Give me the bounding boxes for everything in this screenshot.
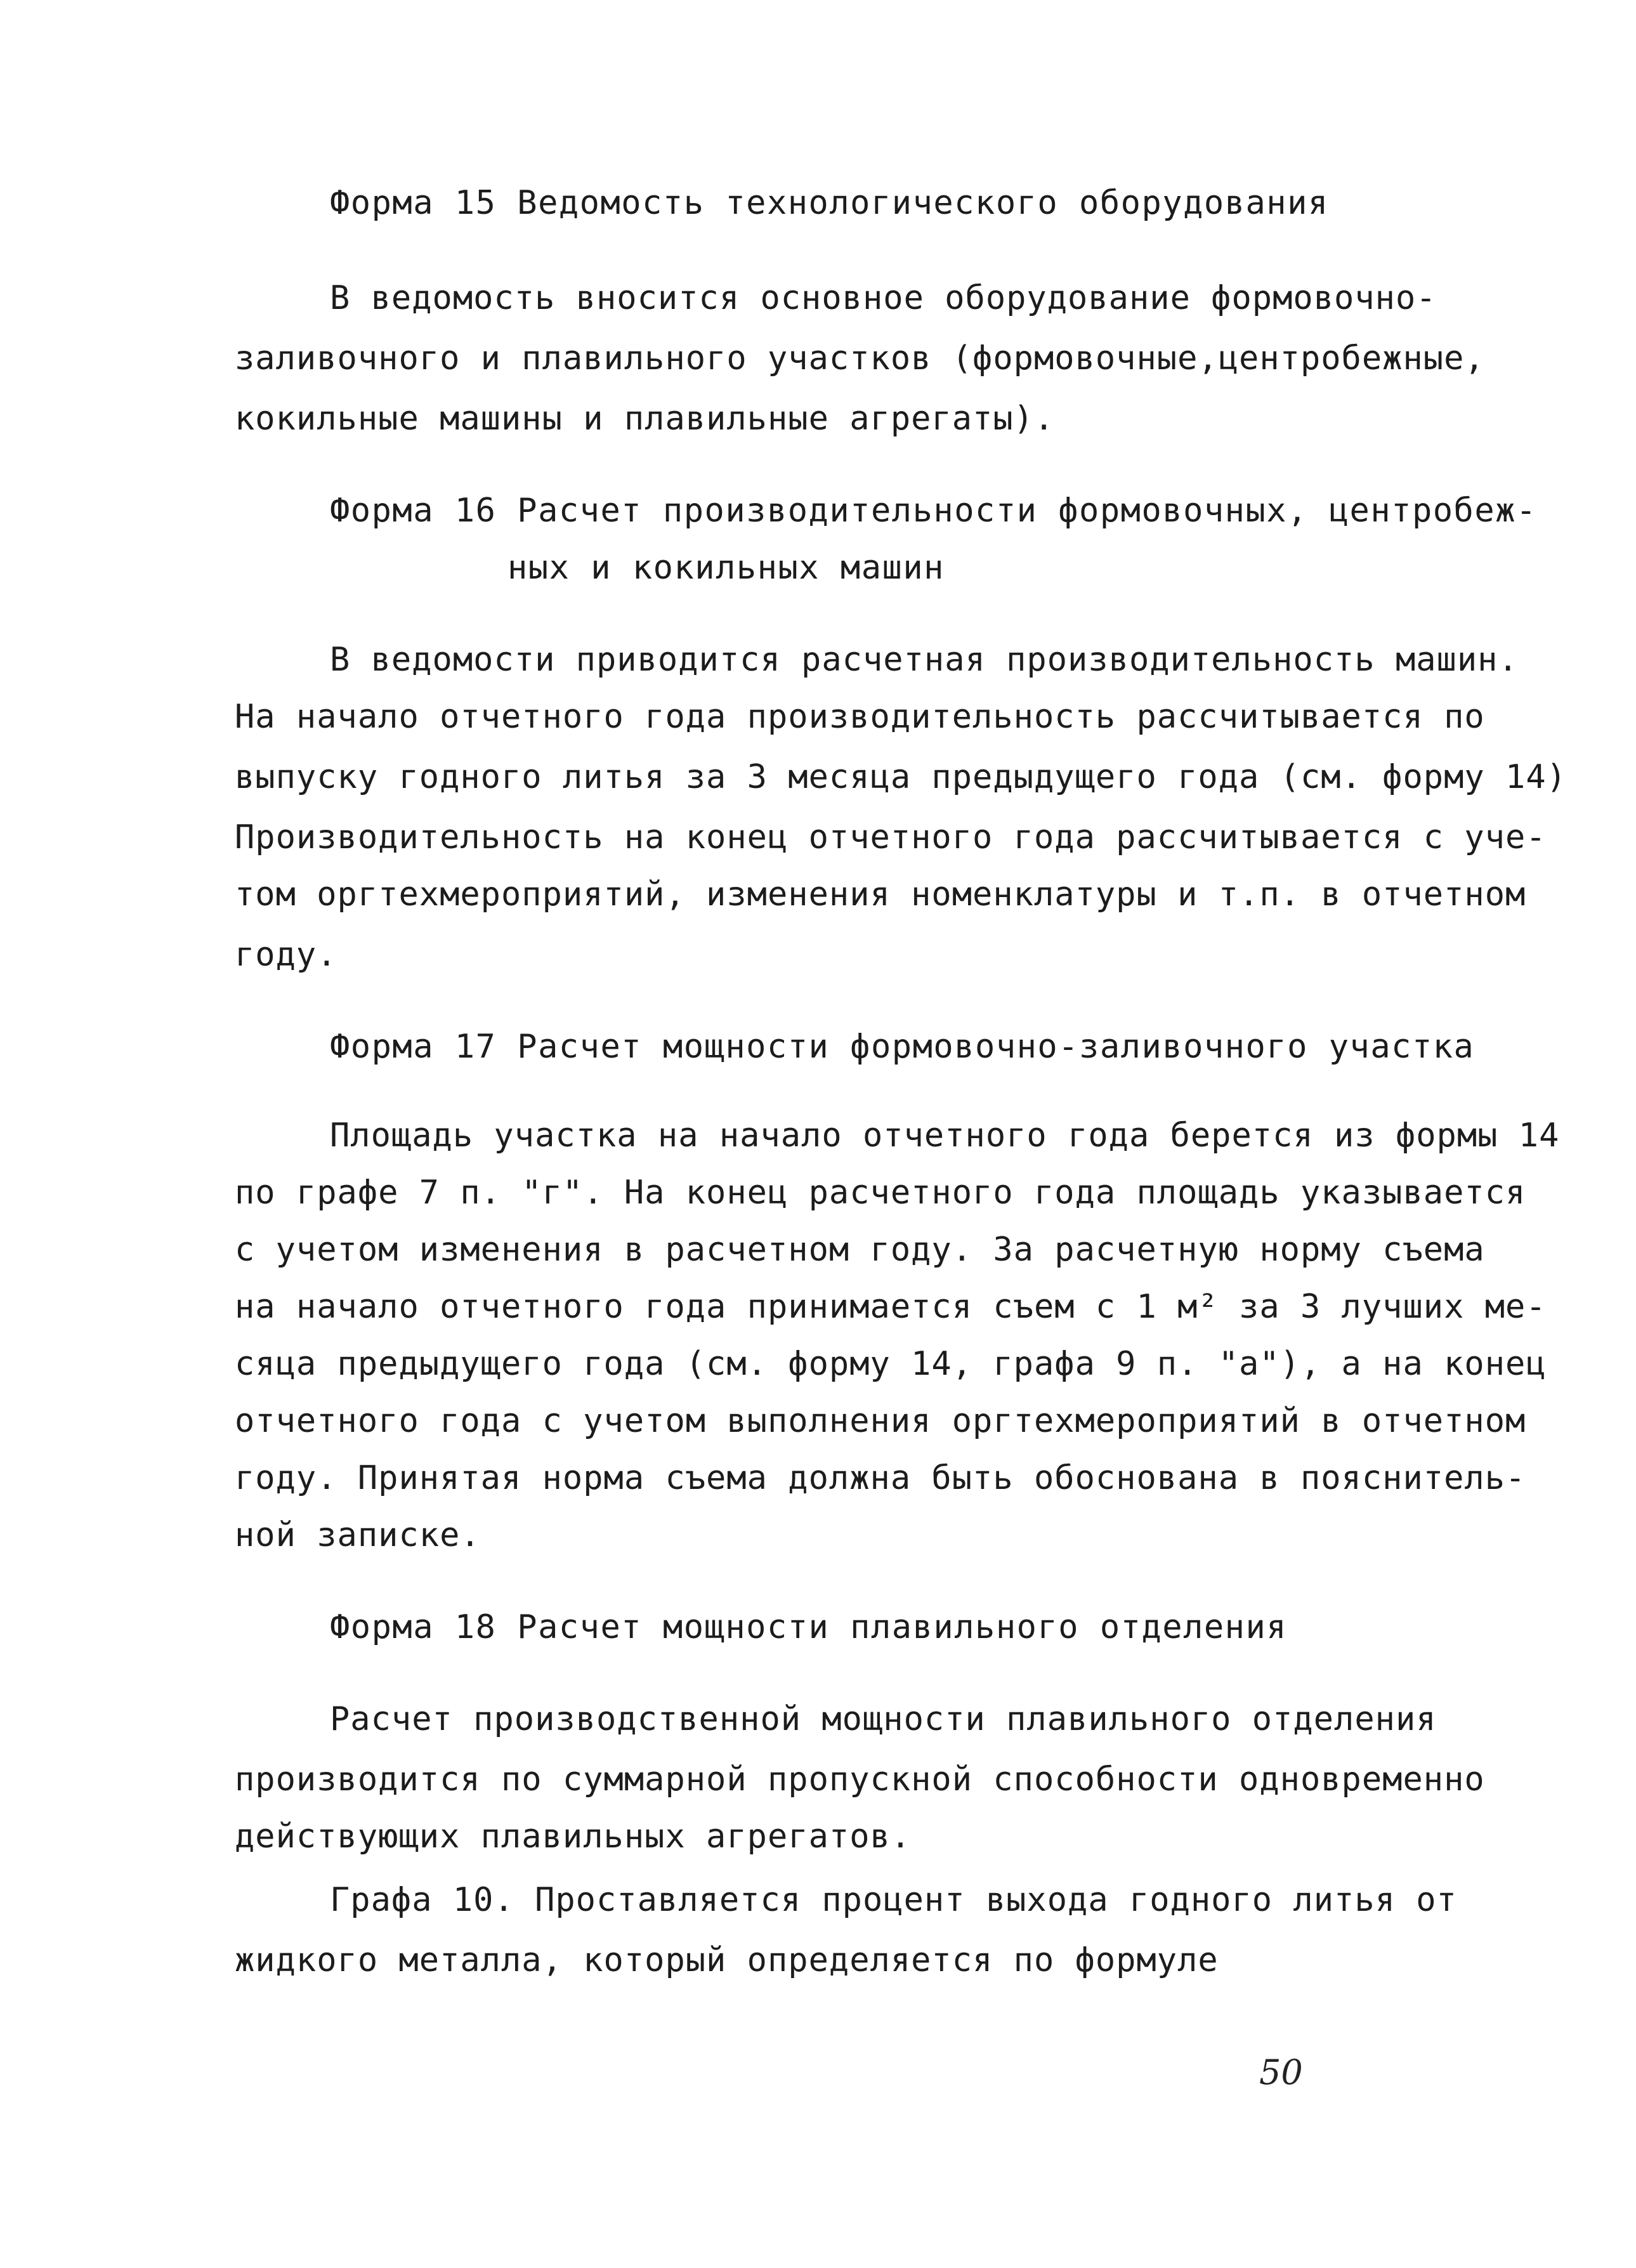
- form-18-text-line-1: Расчет производственной мощности плавильного отделения: [330, 1700, 1437, 1738]
- form-16-text-line-2: На начало отчетного года производительность рассчитывается по: [235, 698, 1485, 736]
- form-16-text-line-1: В ведомости приводится расчетная производительность машин.: [330, 641, 1519, 679]
- form-16-text-line-4: Производительность на конец отчетного года рассчитывается с уче-: [235, 818, 1547, 856]
- form-16-text-line-6: году.: [235, 936, 337, 974]
- form-16-text-line-5: том оргтехмероприятий, изменения номенклатуры и т.п. в отчетном: [235, 875, 1526, 914]
- form-17-text-line-1: Площадь участка на начало отчетного года берется из формы 14: [330, 1117, 1560, 1155]
- form-15-heading: Форма 15 Ведомость технологического оборудования: [330, 184, 1329, 222]
- form-17-heading: Форма 17 Расчет мощности формовочно-заливочного участка: [330, 1028, 1475, 1066]
- form-15-text-line-1: В ведомость вносится основное оборудование формовочно-: [330, 279, 1437, 317]
- form-16-text-line-3: выпуску годного литья за 3 месяца предыдущего года (см. форму 14): [235, 758, 1567, 796]
- form-17-text-line-2: по графе 7 п. "г". На конец расчетного года площадь указывается: [235, 1174, 1526, 1212]
- form-17-text-line-7: году. Принятая норма съема должна быть обоснована в пояснитель-: [235, 1459, 1526, 1497]
- form-17-text-line-3: с учетом изменения в расчетном году. За расчетную норму съема: [235, 1231, 1485, 1269]
- form-17-text-line-5: сяца предыдущего года (см. форму 14, графа 9 п. "а"), а на конец: [235, 1345, 1547, 1383]
- form-16-heading-line-2: ных и кокильных машин: [507, 549, 945, 587]
- form-17-text-line-8: ной записке.: [235, 1516, 481, 1554]
- form-18-heading: Форма 18 Расчет мощности плавильного отделения: [330, 1608, 1288, 1646]
- form-16-heading-line-1: Форма 16 Расчет производительности формовочных, центробеж-: [330, 492, 1537, 530]
- form-15-text-line-2: заливочного и плавильного участков (формовочные,центробежные,: [235, 339, 1485, 377]
- form-17-text-line-4: на начало отчетного года принимается съем с 1 м² за 3 лучших ме-: [235, 1288, 1547, 1326]
- page-number: 50: [1259, 2052, 1303, 2092]
- form-18-text-line-3: действующих плавильных агрегатов.: [235, 1818, 912, 1856]
- form-18-text-line-5: жидкого металла, который определяется по формуле: [235, 1941, 1219, 1979]
- form-18-text-line-4: Графа 10. Проставляется процент выхода годного литья от: [330, 1881, 1457, 1919]
- form-17-text-line-6: отчетного года с учетом выполнения оргтехмероприятий в отчетном: [235, 1402, 1526, 1440]
- form-18-text-line-2: производится по суммарной пропускной способности одновременно: [235, 1760, 1485, 1799]
- form-15-text-line-3: кокильные машины и плавильные агрегаты).: [235, 400, 1055, 438]
